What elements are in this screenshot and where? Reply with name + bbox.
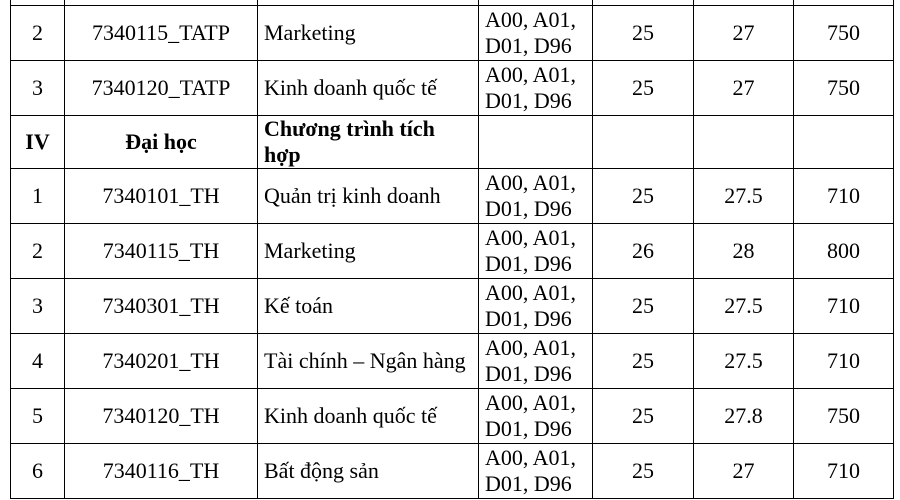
section-level: Đại học bbox=[65, 116, 258, 169]
cell-value-1: 25 bbox=[593, 6, 694, 61]
cell-name: Marketing bbox=[258, 6, 479, 61]
cell-code: 7340115_TATP bbox=[65, 6, 258, 61]
cell-combos: A00, A01, D01, D96 bbox=[479, 389, 593, 444]
cell-stt: 3 bbox=[11, 279, 65, 334]
cell-code: 7340115_TH bbox=[65, 224, 258, 279]
cell-code: 7340301_TH bbox=[65, 279, 258, 334]
cell-code: 7340116_TH bbox=[65, 444, 258, 499]
cell-value-1: 26 bbox=[593, 224, 694, 279]
cell-stt: 2 bbox=[11, 224, 65, 279]
cell-value-1: 25 bbox=[593, 389, 694, 444]
cell-value-2: 27.5 bbox=[694, 334, 794, 389]
cell-combos: A00, A01, D01, D96 bbox=[479, 6, 593, 61]
table-row bbox=[11, 444, 894, 499]
cell-value-3: 750 bbox=[794, 389, 894, 444]
cell-value-3: 710 bbox=[794, 279, 894, 334]
cell-stt: 1 bbox=[11, 169, 65, 224]
cell-value-1: 25 bbox=[593, 169, 694, 224]
cell-name: Tài chính – Ngân hàng bbox=[258, 334, 479, 389]
cell-combos bbox=[479, 116, 593, 169]
table-row bbox=[11, 279, 894, 334]
cell-code: 7340101_TH bbox=[65, 169, 258, 224]
table-row bbox=[11, 334, 894, 389]
cell-value-3: 710 bbox=[794, 444, 894, 499]
table-row bbox=[11, 224, 894, 279]
cell-value-3: 750 bbox=[794, 6, 894, 61]
cell-code: 7340120_TH bbox=[65, 389, 258, 444]
section-program-title: Chương trình tích hợp bbox=[258, 116, 479, 169]
cell-value-2: 27.5 bbox=[694, 169, 794, 224]
cell-value-1: 25 bbox=[593, 334, 694, 389]
cell-stt: 6 bbox=[11, 444, 65, 499]
admission-table bbox=[10, 0, 894, 499]
section-header-row bbox=[11, 116, 894, 169]
cell-value-3 bbox=[794, 116, 894, 169]
cell-name: Kinh doanh quốc tế bbox=[258, 61, 479, 116]
cell-stt: 3 bbox=[11, 61, 65, 116]
cell-stt: 2 bbox=[11, 6, 65, 61]
cell-value-1: 25 bbox=[593, 61, 694, 116]
table-row bbox=[11, 6, 894, 61]
cell-value-2 bbox=[694, 116, 794, 169]
cell-combos: A00, A01, D01, D96 bbox=[479, 444, 593, 499]
cell-value-1: 25 bbox=[593, 279, 694, 334]
table-row bbox=[11, 61, 894, 116]
cell-combos: A00, A01, D01, D96 bbox=[479, 169, 593, 224]
table-body bbox=[11, 0, 894, 499]
cell-combos: A00, A01, D01, D96 bbox=[479, 224, 593, 279]
cell-combos: A00, A01, D01, D96 bbox=[479, 334, 593, 389]
cell-value-2: 27.8 bbox=[694, 389, 794, 444]
cell-name: Bất động sản bbox=[258, 444, 479, 499]
cell-code: 7340120_TATP bbox=[65, 61, 258, 116]
cell-value-3: 800 bbox=[794, 224, 894, 279]
cell-value-2: 27 bbox=[694, 61, 794, 116]
cell-value-2: 27 bbox=[694, 6, 794, 61]
cell-name: Marketing bbox=[258, 224, 479, 279]
table-row bbox=[11, 389, 894, 444]
cell-value-3: 710 bbox=[794, 334, 894, 389]
cell-value-1: 25 bbox=[593, 444, 694, 499]
cell-name: Kinh doanh quốc tế bbox=[258, 389, 479, 444]
cell-value-3: 710 bbox=[794, 169, 894, 224]
cell-code: 7340201_TH bbox=[65, 334, 258, 389]
cell-name: Quản trị kinh doanh bbox=[258, 169, 479, 224]
cell-value-2: 28 bbox=[694, 224, 794, 279]
cell-name: Kế toán bbox=[258, 279, 479, 334]
cell-value-3: 750 bbox=[794, 61, 894, 116]
cell-value-2: 27 bbox=[694, 444, 794, 499]
cell-value-2: 27.5 bbox=[694, 279, 794, 334]
cell-stt: 5 bbox=[11, 389, 65, 444]
cell-combos: A00, A01, D01, D96 bbox=[479, 279, 593, 334]
cell-stt: 4 bbox=[11, 334, 65, 389]
section-number: IV bbox=[11, 116, 65, 169]
cell-combos: A00, A01, D01, D96 bbox=[479, 61, 593, 116]
table-row bbox=[11, 169, 894, 224]
cell-value-1 bbox=[593, 116, 694, 169]
